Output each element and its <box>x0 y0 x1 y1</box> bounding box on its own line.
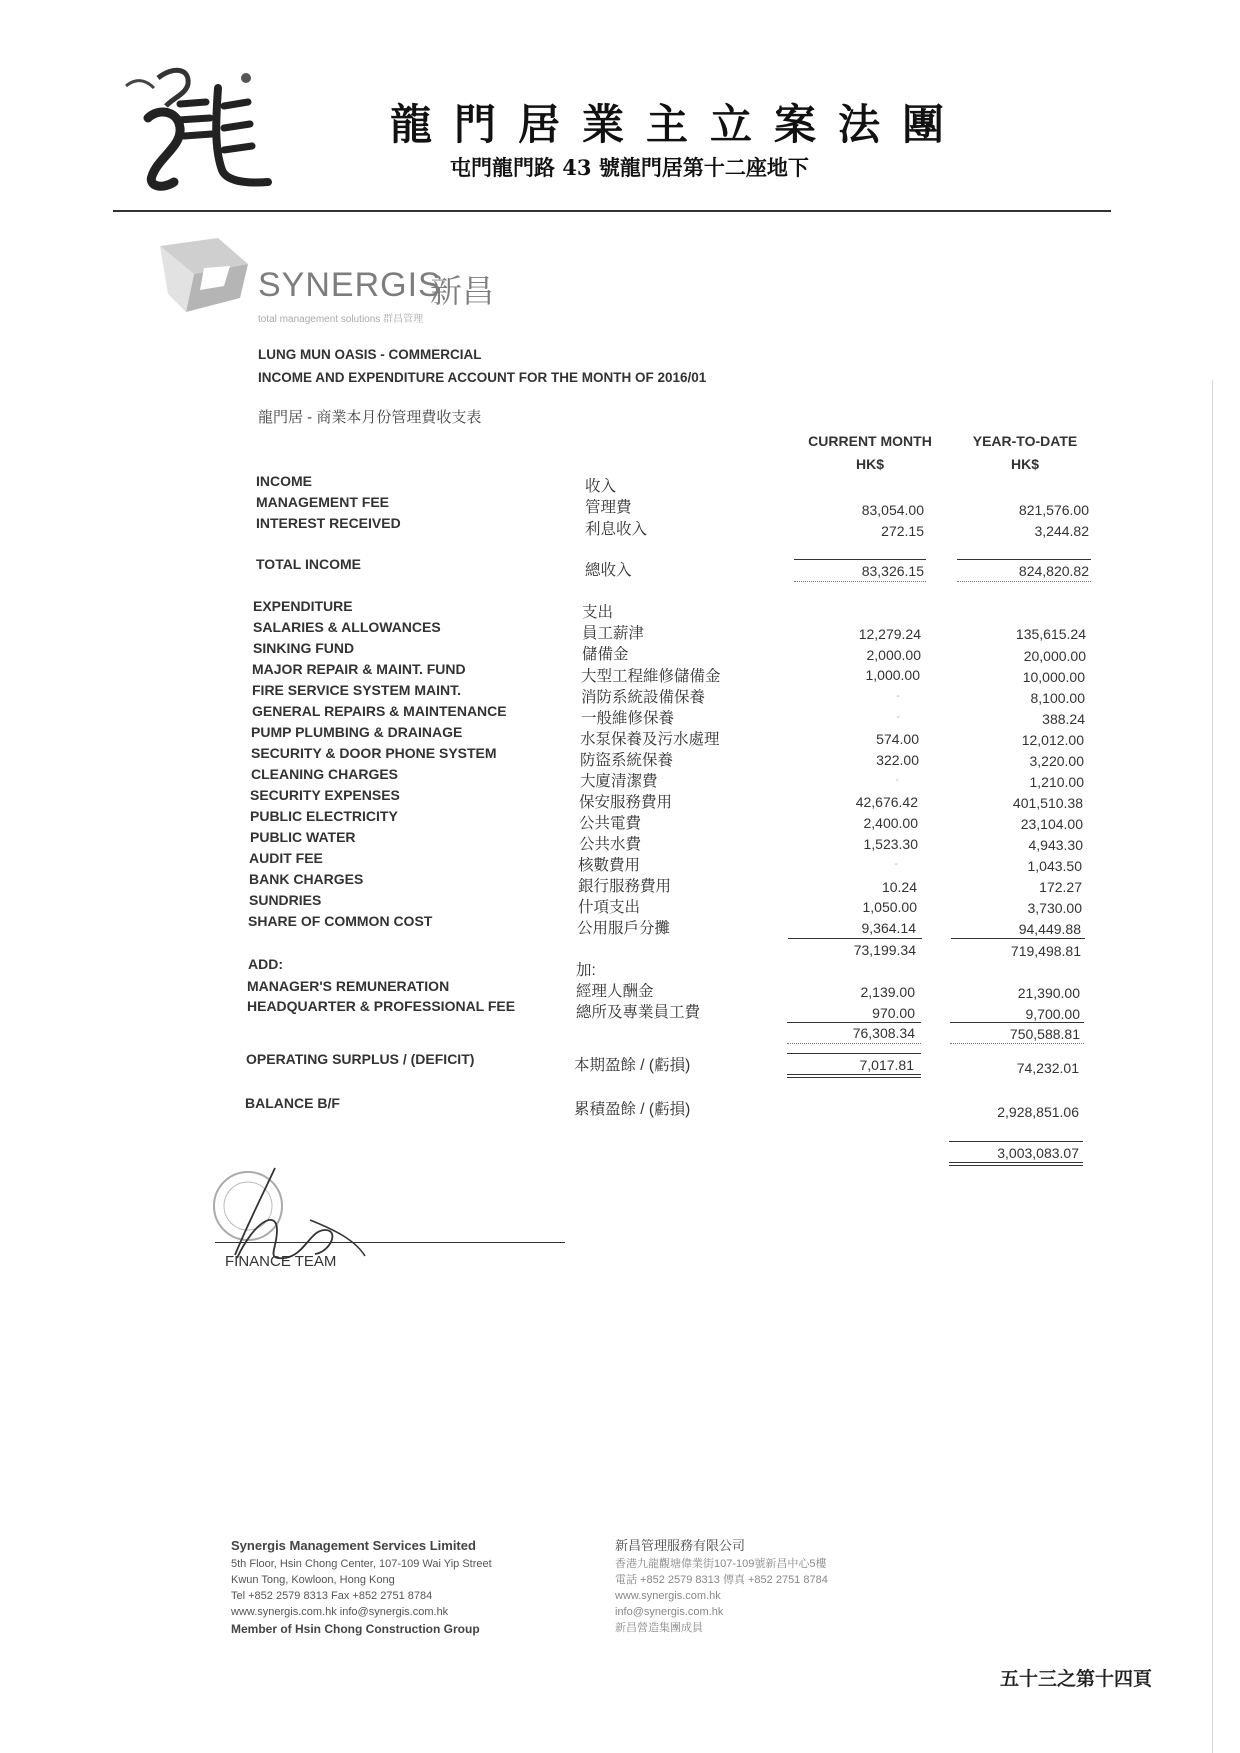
add-row-label-chinese: 總所及專業員工費 <box>576 1004 701 1021</box>
expenditure-row-label: MAJOR REPAIR & MAINT. FUND <box>252 661 466 677</box>
synergis-logo-icon <box>158 238 250 320</box>
scan-edge-line <box>1212 380 1213 1753</box>
brand-name-chinese: 新昌 <box>430 273 495 309</box>
operating-surplus-double-rule <box>787 1074 921 1075</box>
expenditure-row-year-to-date: 1,210.00 <box>1029 774 1084 790</box>
add-total-current-month: 76,308.34 <box>852 1025 915 1041</box>
expenditure-row-year-to-date: 1,043.50 <box>1027 858 1082 874</box>
add-row-year-to-date: 21,390.00 <box>1017 985 1080 1001</box>
expenditure-row-label: PUBLIC WATER <box>250 829 356 845</box>
income-total-bottom-rule <box>957 581 1091 582</box>
expenditure-row-year-to-date: 172.27 <box>1039 879 1082 895</box>
brand-tagline: total management solutions 群昌管理 <box>258 314 424 325</box>
balance-carried-forward: 3,003,083.07 <box>997 1145 1079 1161</box>
balance-bf-label-chinese: 累積盈餘 / (虧損) <box>574 1101 691 1118</box>
expenditure-row-current-month: - <box>895 774 899 786</box>
operating-surplus-top-rule <box>787 1053 921 1054</box>
total-income-year-to-date: 824,820.82 <box>1018 563 1089 579</box>
dragon-logo-icon <box>118 58 280 193</box>
add-row-label: HEADQUARTER & PROFESSIONAL FEE <box>247 998 516 1014</box>
expenditure-row-year-to-date: 388.24 <box>1042 711 1085 727</box>
expenditure-row-current-month: 9,364.14 <box>861 920 916 936</box>
footer-website: www.synergis.com.hk <box>615 1590 721 1602</box>
expenditure-row-year-to-date: 3,220.00 <box>1029 753 1084 769</box>
income-row-label-chinese: 利息收入 <box>585 521 648 538</box>
income-row-current-month: 83,054.00 <box>861 502 924 518</box>
expenditure-row-label: PUMP PLUMBING & DRAINAGE <box>251 724 463 740</box>
expenditure-row-label-chinese: 銀行服務費用 <box>578 878 672 895</box>
income-row-label: MANAGEMENT FEE <box>256 494 389 510</box>
expenditure-row-year-to-date: 12,012.00 <box>1021 732 1084 748</box>
expenditure-row-label-chinese: 核數費用 <box>578 857 641 874</box>
income-total-bottom-rule <box>794 581 926 582</box>
add-total-bottom-rule <box>787 1043 921 1044</box>
income-heading-chinese: 收入 <box>585 478 617 495</box>
expenditure-row-label-chinese: 什項支出 <box>578 899 641 916</box>
expenditure-row-year-to-date: 4,943.30 <box>1028 837 1083 853</box>
column-unit-year-to-date: HK$ <box>1010 456 1039 472</box>
income-total-top-rule <box>794 559 926 560</box>
total-income-label: TOTAL INCOME <box>256 556 361 572</box>
footer-web-email: www.synergis.com.hk info@synergis.com.hk <box>231 1606 449 1618</box>
expenditure-row-label-chinese: 大型工程維修儲備金 <box>581 668 721 685</box>
brand-name: SYNERGIS <box>258 266 442 304</box>
add-heading: ADD: <box>248 956 283 972</box>
expenditure-row-label-chinese: 公共電費 <box>579 815 642 832</box>
expenditure-row-current-month: - <box>896 690 900 702</box>
balance-final-double-rule <box>949 1162 1083 1163</box>
add-row-year-to-date: 9,700.00 <box>1025 1006 1080 1022</box>
expenditure-row-label: GENERAL REPAIRS & MAINTENANCE <box>252 703 507 719</box>
page-number: 五十三之第十四頁 <box>1000 1668 1153 1690</box>
expenditure-row-year-to-date: 3,730.00 <box>1027 900 1082 916</box>
expenditure-row-label-chinese: 消防系統設備保養 <box>581 689 706 706</box>
add-total-bottom-rule <box>950 1043 1084 1044</box>
operating-surplus-label-chinese: 本期盈餘 / (虧損) <box>574 1057 691 1074</box>
expenditure-subtotal-current-month: 73,199.34 <box>853 942 916 958</box>
column-header-current-month: CURRENT MONTH <box>808 433 932 449</box>
expenditure-row-label-chinese: 公共水費 <box>579 836 642 853</box>
operating-surplus-year-to-date: 74,232.01 <box>1016 1060 1079 1076</box>
balance-bf-label: BALANCE B/F <box>245 1095 340 1111</box>
add-row-current-month: 2,139.00 <box>860 984 915 1000</box>
footer-company-name-chinese: 新昌管理服務有限公司 <box>615 1538 746 1553</box>
total-income-current-month: 83,326.15 <box>861 563 924 579</box>
expenditure-row-label-chinese: 公用服戶分攤 <box>577 920 671 937</box>
income-row-year-to-date: 3,244.82 <box>1034 523 1089 539</box>
expenditure-row-label: SHARE OF COMMON COST <box>248 913 433 929</box>
footer-group-member: Member of Hsin Chong Construction Group <box>231 1622 480 1636</box>
header-divider <box>113 210 1111 212</box>
add-heading-chinese: 加: <box>576 962 596 979</box>
report-title-chinese: 龍門居 - 商業本月份管理費收支表 <box>258 409 482 426</box>
expenditure-row-current-month: 1,050.00 <box>862 899 917 915</box>
expenditure-row-year-to-date: 23,104.00 <box>1020 816 1083 832</box>
expenditure-row-label: AUDIT FEE <box>249 850 323 866</box>
expenditure-subtotal-rule <box>788 938 922 939</box>
add-total-rule <box>950 1022 1084 1023</box>
footer-address-chinese: 香港九龍觀塘偉業街107-109號新昌中心5樓 <box>615 1558 827 1570</box>
add-row-current-month: 970.00 <box>872 1005 915 1021</box>
expenditure-row-current-month: 2,400.00 <box>863 815 918 831</box>
operating-surplus-label: OPERATING SURPLUS / (DEFICIT) <box>246 1051 475 1067</box>
total-income-label-chinese: 總收入 <box>585 562 632 579</box>
expenditure-row-label: SECURITY & DOOR PHONE SYSTEM <box>251 745 497 761</box>
add-row-label: MANAGER'S REMUNERATION <box>247 978 450 994</box>
footer-group-member-chinese: 新昌營造集團成員 <box>615 1622 703 1634</box>
expenditure-row-current-month: 1,523.30 <box>863 836 918 852</box>
expenditure-row-label: SINKING FUND <box>253 640 355 656</box>
expenditure-row-label-chinese: 水泵保養及污水處理 <box>580 731 720 748</box>
expenditure-row-label: FIRE SERVICE SYSTEM MAINT. <box>252 682 461 698</box>
expenditure-row-year-to-date: 10,000.00 <box>1022 669 1085 685</box>
expenditure-row-year-to-date: 8,100.00 <box>1030 690 1085 706</box>
expenditure-row-label: SALARIES & ALLOWANCES <box>253 619 441 635</box>
expenditure-row-current-month: 42,676.42 <box>855 794 918 810</box>
expenditure-row-year-to-date: 401,510.38 <box>1012 795 1083 811</box>
header-address: 屯門龍門路 43 號龍門居第十二座地下 <box>450 155 809 180</box>
income-row-year-to-date: 821,576.00 <box>1018 502 1089 518</box>
expenditure-row-year-to-date: 135,615.24 <box>1015 626 1086 642</box>
balance-bf-year-to-date: 2,928,851.06 <box>997 1104 1079 1120</box>
expenditure-row-label-chinese: 大廈清潔費 <box>580 773 658 790</box>
expenditure-subtotal-rule <box>951 938 1085 939</box>
expenditure-heading: EXPENDITURE <box>253 598 353 614</box>
expenditure-subtotal-year-to-date: 719,498.81 <box>1010 943 1081 959</box>
expenditure-row-label-chinese: 一般維修保養 <box>581 710 675 727</box>
expenditure-row-current-month: 10.24 <box>881 879 917 895</box>
signature-label: FINANCE TEAM <box>225 1253 337 1270</box>
expenditure-row-current-month: 1,000.00 <box>865 667 920 683</box>
signature-line <box>215 1242 565 1243</box>
income-row-current-month: 272.15 <box>881 523 924 539</box>
balance-final-top-rule <box>949 1141 1083 1142</box>
expenditure-row-year-to-date: 94,449.88 <box>1018 921 1081 937</box>
footer-address-line: Kwun Tong, Kowloon, Hong Kong <box>231 1574 395 1586</box>
footer-address-line: 5th Floor, Hsin Chong Center, 107-109 Wai Yip Street <box>231 1558 492 1570</box>
report-estate-name: LUNG MUN OASIS - COMMERCIAL <box>258 347 482 362</box>
expenditure-row-current-month: - <box>894 858 898 870</box>
expenditure-row-year-to-date: 20,000.00 <box>1023 648 1086 664</box>
add-row-label-chinese: 經理人酬金 <box>576 983 654 1000</box>
expenditure-row-label-chinese: 防盜系統保養 <box>580 752 674 769</box>
footer-phone-fax: Tel +852 2579 8313 Fax +852 2751 8784 <box>231 1590 433 1602</box>
expenditure-row-label-chinese: 員工薪津 <box>582 625 645 642</box>
footer-phone-fax-chinese: 電話 +852 2579 8313 傳真 +852 2751 8784 <box>615 1574 828 1586</box>
footer-email: info@synergis.com.hk <box>615 1606 724 1618</box>
expenditure-row-label-chinese: 保安服務費用 <box>579 794 673 811</box>
expenditure-row-label: SUNDRIES <box>249 892 322 908</box>
income-heading: INCOME <box>256 473 312 489</box>
expenditure-heading-chinese: 支出 <box>582 604 614 621</box>
expenditure-row-label: PUBLIC ELECTRICITY <box>250 808 398 824</box>
add-total-rule <box>787 1022 921 1023</box>
column-header-year-to-date: YEAR-TO-DATE <box>972 433 1078 449</box>
income-row-label-chinese: 管理費 <box>585 499 632 516</box>
expenditure-row-label-chinese: 儲備金 <box>582 646 629 663</box>
expenditure-row-current-month: - <box>896 711 900 723</box>
income-row-label: INTEREST RECEIVED <box>256 515 401 531</box>
balance-final-double-rule <box>949 1165 1083 1166</box>
column-unit-current-month: HK$ <box>855 456 884 472</box>
page-title: 龍門居業主立案法團 <box>390 100 967 149</box>
expenditure-row-current-month: 2,000.00 <box>866 647 921 663</box>
expenditure-row-current-month: 322.00 <box>876 752 919 768</box>
operating-surplus-current-month: 7,017.81 <box>859 1057 914 1073</box>
expenditure-row-label: SECURITY EXPENSES <box>250 787 400 803</box>
expenditure-row-current-month: 12,279.24 <box>858 626 921 642</box>
expenditure-row-current-month: 574.00 <box>876 731 919 747</box>
add-total-year-to-date: 750,588.81 <box>1009 1026 1080 1042</box>
report-title: INCOME AND EXPENDITURE ACCOUNT FOR THE MONTH OF 2016/01 <box>258 370 707 385</box>
income-total-top-rule <box>957 559 1091 560</box>
operating-surplus-double-rule <box>787 1077 921 1078</box>
footer-company-name: Synergis Management Services Limited <box>231 1538 476 1553</box>
expenditure-row-label: BANK CHARGES <box>249 871 364 887</box>
expenditure-row-label: CLEANING CHARGES <box>251 766 399 782</box>
